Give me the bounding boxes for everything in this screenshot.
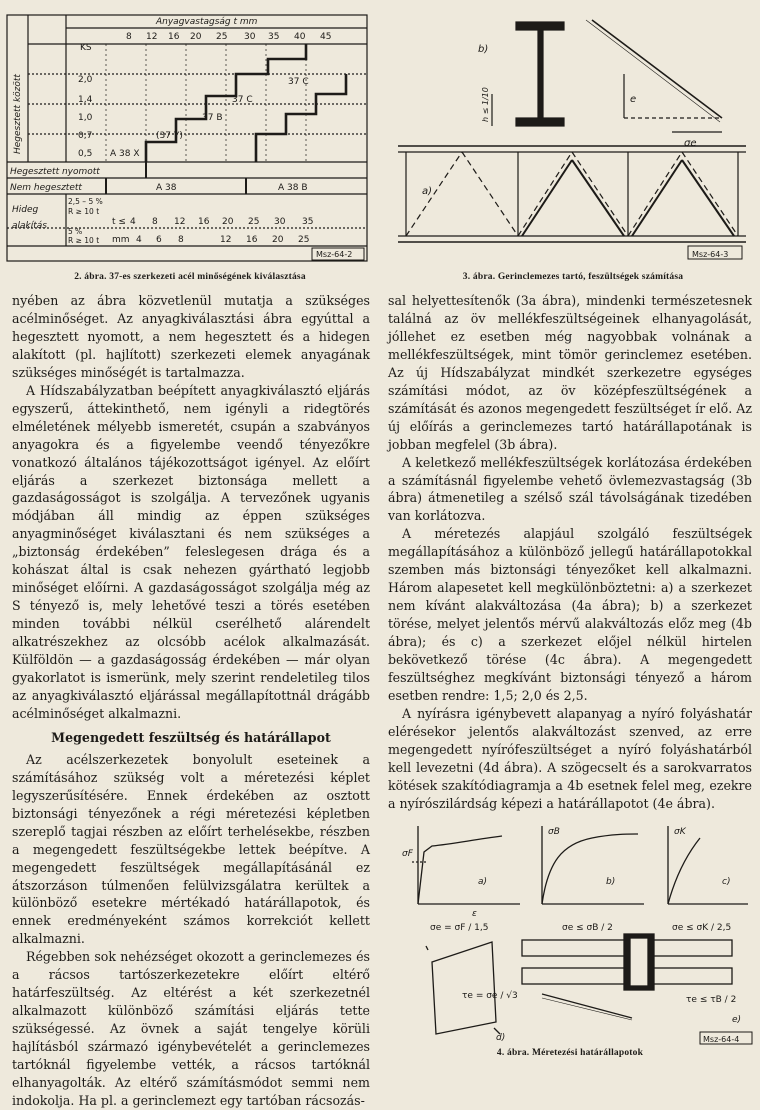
fig2-cold-ratio: 5 % [68, 227, 83, 236]
fig2-cold-value: 8 [152, 217, 158, 227]
fig2-grade: 37 C [232, 95, 253, 105]
fig2-cold-label: alakítás [12, 221, 47, 231]
fig2-cold-value: 4 [130, 217, 136, 227]
fig2-caption: 2. ábra. 37-es szerkezeti acél minőségének kiválasztása [74, 272, 306, 282]
fig4-formula-e: τe ≤ τB / 2 [686, 995, 737, 1005]
fig2-cold-ratio: 2,5 – 5 % [68, 197, 103, 206]
fig2-ks-value: 0,7 [78, 131, 93, 141]
fig2-grade: A 38 X [110, 149, 140, 159]
section-heading: Megengedett feszültség és határállapot [51, 729, 331, 745]
fig2-cold-value: 6 [156, 235, 162, 245]
paragraph: nyében az ábra közvetlenül mutatja a szükséges acélminőséget. Az anyagkiválasztási ábra egyúttal a hegesztett nyomott, a nem hegesztett és a hidegen alakított (pl. hajlított) szerkezeti elemek anyagának szükséges minőségét is tartalmazza. [12, 293, 370, 380]
fig4-caption: 4. ábra. Méretezési határállapotok [496, 1048, 644, 1058]
fig2-ks-value: 2,0 [78, 75, 93, 85]
fig2-tick: 30 [244, 32, 256, 42]
fig2-tick: 8 [126, 32, 132, 42]
fig2-tick: 35 [268, 32, 280, 42]
fig3-stamp: Msz-64-3 [692, 250, 729, 259]
fig2-grade: A 38 [156, 183, 177, 193]
fig2-cold-value: 12 [220, 235, 232, 245]
paragraph: sal helyettesítenők (3a ábra), mindenki természetesnek találná az öv mellékfeszültségeinek elhanyagolását, jóllehet ez esetben még nagyobbak volnának a mellékfeszültségek, mint tömör gerinclemez esetében. Az új Hídszabályzat mindkét szerkezetre egységes számítási módot, az öv középfeszültségének a számítását és azonos megengedett feszültséget ír elő. Az új előírás a gerinclemezes tartó határállapotának is jobban megfelel (3b ábra). [388, 293, 752, 452]
fig3-label-b: b) [478, 44, 489, 55]
fig2-cold-value: 30 [274, 217, 286, 227]
fig2-tick: 25 [216, 32, 228, 42]
fig4-label: ε [472, 909, 477, 919]
fig4-label: b) [606, 877, 616, 887]
fig2-cold-value: 25 [298, 235, 310, 245]
fig3-label-h: h ≤ 1/10 [481, 87, 490, 122]
fig4-label: σK [674, 827, 686, 837]
fig4-formula-c: σe ≤ σK / 2,5 [672, 923, 732, 933]
fig2-tick: 16 [168, 32, 180, 42]
fig2-cold-value: 35 [302, 217, 314, 227]
fig3-label-e: e [630, 94, 637, 105]
fig2-thickness-header: Anyagvastagság t mm [156, 17, 258, 27]
fig2-cold-ratio: R ≥ 10 t [68, 236, 100, 245]
paragraph: A Hídszabályzatban beépített anyagkiválasztó eljárás egyszerű, áttekinthető, nem igényli a ridegtörés elméletének mélyebb ismeretét, csupán a szabványos anyagokra és a figyelembe veendő tényezőkre vonatkozó általános tájékozottságot igényel. Az előírt eljárás a szerkezet biztonsága mellett a gazdaságosságot is szolgálja. A tervezőnek ugyanis módjában áll mindig az éppen szükséges anyagminőséget kiválasztani és nem szükséges a „biztonság érdekében” feleslegesen drága és a kohászat által is csak nehezen gyártható legjobb minőséget előírni. A gazdaságosságot szolgálja még az S tényező is, mely lehetővé teszi a törés esetében minden további nélkül cserélhető alárendelt alkatrészekhez az olcsóbb acélok alkalmazását. Külföldön — a gazdaságosság érdekében — már olyan gyakorlatot is ismerünk, mely szerint rendeletileg tilos az anyagkiválasztó eljárással megállapítottnál drágább acélminőséget alkalmazni. [12, 382, 370, 721]
fig2-cold-value: 20 [272, 235, 284, 245]
fig4-formula-a: σe = σF / 1,5 [430, 923, 489, 933]
fig2-grade: 37 B [202, 113, 223, 123]
fig2-cold-ratio: R ≥ 10 t [68, 207, 100, 216]
fig3-caption: 3. ábra. Gerinclemezes tartó, feszültségek számítása [462, 272, 684, 282]
right-column [388, 292, 752, 813]
fig2-ks-header: KS [80, 43, 92, 53]
figure-4-limit-states [392, 822, 754, 1046]
fig2-cold-value: 25 [248, 217, 260, 227]
fig2-ks-value: 1,0 [78, 113, 93, 123]
fig2-cold-value: 16 [246, 235, 258, 245]
fig2-cold-value: t ≤ [112, 217, 126, 227]
fig2-side-label: Hegesztett között [13, 74, 23, 154]
fig2-grade: 37 C [288, 77, 309, 87]
fig4-label: σB [548, 827, 560, 837]
fig4-label: d) [496, 1033, 506, 1043]
fig4-label: e) [732, 1015, 742, 1025]
fig2-row-label: Hegesztett nyomott [10, 167, 100, 177]
fig2-ks-value: 1,4 [78, 95, 93, 105]
fig2-cold-value: 8 [178, 235, 184, 245]
paragraph: Régebben sok nehézséget okozott a gerinclemezes és a rácsos tartószerkezetekre előírt eltérő határfeszültség. Az eltérést a két szerkezetnél alkalmazott különböző számítási eljárás tette szükségessé. Az övnek a saját tengelye körüli hajlításból származó igénybevételét a gerinclemezes tartóknál figyelembe vették, a rácsos tartóknál elhanyagolták. Az eltérő számításmódot semmi nem indokolja. Ha pl. a gerinclemezt egy tartóban rácsozás- [12, 949, 370, 1108]
paragraph: A nyírásra igénybevett alapanyag a nyíró folyáshatár elérésekor jelentős alakváltozást szenved, az erre megengedett nyírófeszültséget a nyíró folyáshatárból kell levezetni (4d ábra). A szögecselt és a sarokvarratos kötések szakítódiagramja a 4b esetnek felel meg, ezekre a nyírószilárdság képezi a határállapotot (4e ábra). [388, 705, 752, 811]
fig2-tick: 45 [320, 32, 332, 42]
fig4-label: σF [402, 849, 413, 859]
fig4-stamp: Msz-64-4 [703, 1035, 740, 1044]
left-column [12, 292, 370, 1110]
paragraph: A méretezés alapjául szolgáló feszültségek megállapításához a különböző jellegű határállapotokkal szemben más biztonsági tényezőket kell alkalmazni. Három alapesetet kell megkülönböztetni: a) a szerkezet nem kívánt alakváltozása (4a ábra); b) a szerkezet törése, melyet jelentős mérvű alakváltozás előz meg (4b ábra); és c) a szerkezet előjel nélkül hirtelen bekövetkező törése (4c ábra). A megengedett feszültséghez megkívánt biztonsági tényező a három esetben rendre: 1,5; 2,0 és 2,5. [388, 526, 752, 703]
fig4-label: c) [722, 877, 731, 887]
fig2-cold-value: mm [112, 235, 130, 245]
paragraph: Az acélszerkezetek bonyolult eseteinek a számításához szükség volt a méretezési képlet legyszerűsítésére. Ennek érdekében az osztott biztonsági tényezőnek a régi méretezési képletben szereplő tagjai részben az előírt terhelésekbe, részben a megengedett feszültségekbe lettek beépítve. A megengedett feszültségek megállapításánál ez átszorzáson túlmenően felülvizsgálatra kerültek a különböző esetekre mértékadó határállapotok, és ennek eredményeként számos korrekciót kellett alkalmazni. [12, 751, 370, 947]
fig2-cold-value: 12 [174, 217, 186, 227]
fig2-cold-label: Hideg [12, 205, 39, 215]
fig3-label-sigma: σe [684, 138, 697, 149]
fig4-formula-b: σe ≤ σB / 2 [562, 923, 613, 933]
fig4-formula-d: τe = σe / √3 [462, 991, 518, 1001]
fig3-label-a: a) [422, 186, 433, 197]
fig4-label: a) [478, 877, 488, 887]
fig2-tick: 40 [294, 32, 306, 42]
fig2-tick: 20 [190, 32, 202, 42]
fig2-cold-value: 16 [198, 217, 210, 227]
fig2-ks-value: 0,5 [78, 149, 93, 159]
fig2-grade: (37 Y) [156, 131, 183, 141]
fig2-tick: 12 [146, 32, 158, 42]
figure-2-material-chart [6, 14, 372, 264]
fig2-cold-value: 4 [136, 235, 142, 245]
fig2-stamp: Msz-64-2 [316, 250, 353, 259]
paragraph: A keletkező mellékfeszültségek korlátozása érdekében a számításnál figyelembe vehető övlemezvastagság (3b ábra) átmenetileg a szélső szál távolságának tizedében van korlátozva. [388, 454, 752, 524]
fig2-cold-value: 20 [222, 217, 234, 227]
fig2-row-label: Nem hegesztett [10, 183, 82, 193]
fig2-grade: A 38 B [278, 183, 308, 193]
figure-3-girder [392, 14, 754, 264]
